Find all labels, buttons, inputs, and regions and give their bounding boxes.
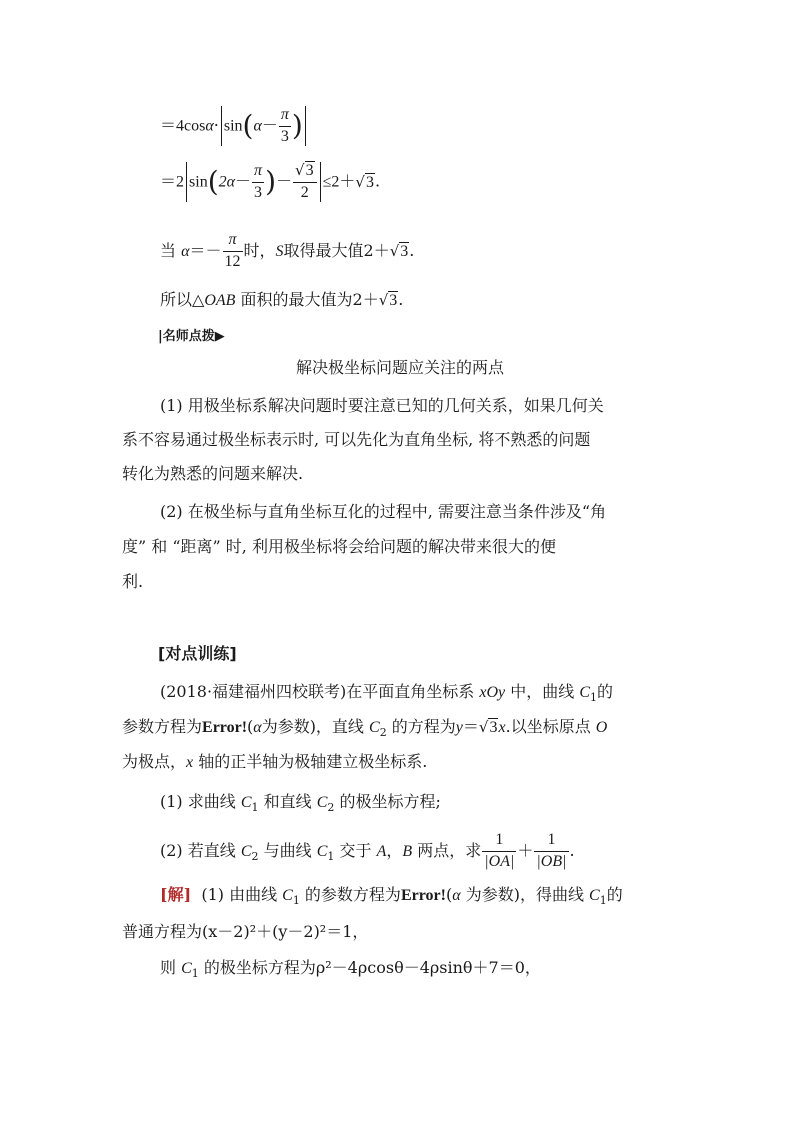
condition-line: 当 α＝－ $\frac{\pi}{12}$ 时，S取得最大值2＋√3.	[160, 231, 415, 270]
fraction-sqrt3-over-2: $\frac{√3}{2}$	[293, 162, 317, 202]
tip-paragraph-1-line-3: 转化为熟悉的问题来解决.	[122, 464, 304, 483]
fraction-pi-over-3: $\frac{\pi}{3}$	[254, 161, 263, 201]
abs-bar-right	[320, 162, 321, 202]
solution-label: [解]	[160, 885, 192, 904]
question-1: (1) 求曲线 $C_1$ 和直线 $C_2$ 的极坐标方程;	[160, 792, 441, 815]
tip-label: |名师点拨▶	[158, 329, 225, 344]
solution-line-1: [解] (1) 由曲线 $C_1$ 的参数方程为Error!(α 为参数)，得曲线 $C_1$的	[160, 885, 623, 908]
tip-paragraph-1-line-2: 系不容易通过极坐标表示时, 可以先化为直角坐标, 将不熟悉的问题	[122, 430, 591, 449]
sqrt-3: √3	[355, 172, 374, 191]
conclusion-line: 所以△OAB 面积的最大值为2＋√3.	[160, 290, 404, 309]
problem-line-3: 为极点，x 轴的正半轴为极轴建立极坐标系.	[122, 752, 428, 771]
sqrt-3: √3	[389, 241, 409, 260]
derivation-line-1: ＝4cosα· sin(α－ $\frac{\pi}{3}$ )	[160, 106, 308, 146]
abs-bar-left	[221, 106, 222, 146]
tip-title: 解决极坐标问题应关注的两点	[296, 358, 505, 377]
problem-line-1: (2018·福建福州四校联考)在平面直角坐标系 xOy 中，曲线 $C_1$的	[160, 682, 614, 705]
tip-paragraph-2-line-3: 利.	[122, 572, 144, 591]
tip-paragraph-2-line-2: 度” 和 “距离” 时, 利用极坐标将会给问题的解决带来很大的便	[122, 537, 556, 556]
fraction-1-over-oa: $\frac{1}{|OA|}$	[484, 831, 515, 870]
problem-line-2: 参数方程为Error!(α为参数)，直线 $C_2$ 的方程为y＝√3x.以坐标原点 O	[122, 717, 608, 740]
tip-paragraph-2-line-1: (2) 在极坐标与直角坐标互化的过程中, 需要注意当条件涉及“角	[160, 502, 607, 521]
abs-bar-right	[305, 106, 306, 146]
solution-line-2: 普通方程为(x－2)²＋(y－2)²＝1，	[122, 922, 369, 941]
fraction-pi-over-3: $\frac{\pi}{3}$	[280, 105, 289, 145]
practice-label: [对点训练]	[158, 644, 237, 663]
fraction-pi-over-12: $\frac{\pi}{12}$	[224, 231, 241, 270]
sqrt-3: √3	[378, 291, 398, 309]
tip-paragraph-1-line-1: (1) 用极坐标系解决问题时要注意已知的几何关系，如果几何关	[160, 396, 604, 415]
question-2: (2) 若直线 $C_2$ 与曲线 $C_1$ 交于 A，B 两点，求 $\frac{1}{|OA|}$ ＋ $\frac{1}{|OB|}$ .	[160, 831, 575, 870]
fraction-1-over-ob: $\frac{1}{|OB|}$	[536, 831, 567, 870]
derivation-line-2: ＝2 sin(2α－ $\frac{\pi}{3}$ )－ $\frac{√3}{2}$ ≤2＋√3.	[160, 161, 381, 201]
solution-line-3: 则 $C_1$ 的极坐标方程为ρ²－4ρcosθ－4ρsinθ＋7＝0，	[160, 958, 541, 981]
abs-bar-left	[186, 162, 187, 202]
